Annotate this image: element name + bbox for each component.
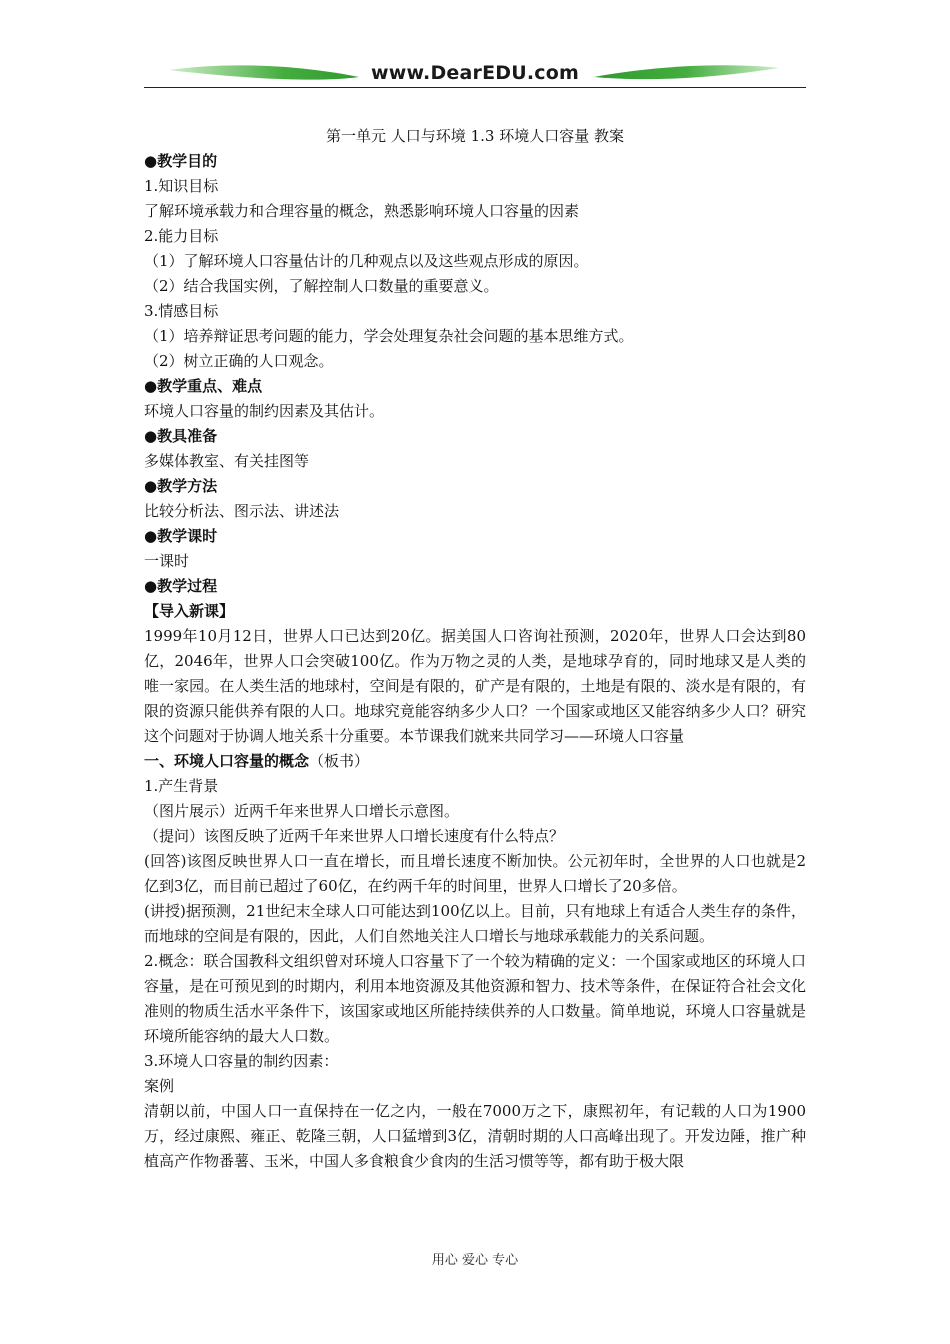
document-title: 第一单元 人口与环境 1.3 环境人口容量 教案 xyxy=(326,127,624,145)
concept-paragraph: 2.概念：联合国教科文组织曾对环境人口容量下了一个较为精确的定义：一个国家或地区的环境人口容量，是在可预见到的时期内，利用本地资源及其他资源和智力、技术等条件，在保证符合社会文化准则的物质生活水平条件下，该国家或地区所能持续供养的人口数量。简单地说，环境人口容量就是环境所能容纳的最大人口数。 xyxy=(144,952,806,1045)
question-line: （提问）该图反映了近两千年来世界人口增长速度有什么特点？ xyxy=(144,827,565,845)
text-line: 3.情感目标 xyxy=(144,302,219,320)
section-heading: ●教学重点、难点 xyxy=(144,377,263,395)
text-line: 了解环境承载力和合理容量的概念，熟悉影响环境人口容量的因素 xyxy=(144,202,580,220)
page-footer: 用心 爱心 专心 xyxy=(431,1253,519,1268)
factors-label: 3.环境人口容量的制约因素： xyxy=(144,1052,339,1070)
lecture-paragraph: (讲授)据预测，21世纪末全球人口可能达到100亿以上。目前，只有地球上有适合人类生存的条件，而地球的空间是有限的，因此，人们自然地关注人口增长与地球承载能力的关系问题。 xyxy=(144,902,806,945)
picture-line: （图片展示）近两千年来世界人口增长示意图。 xyxy=(144,802,460,820)
text-line: 一课时 xyxy=(144,552,190,570)
text-line: （1）培养辩证思考问题的能力，学会处理复杂社会问题的基本思维方式。 xyxy=(144,327,634,345)
section-heading: ●教学方法 xyxy=(144,477,218,495)
section-1-heading: 一、环境人口容量的概念 xyxy=(144,752,310,770)
text-line: （2）结合我国实例，了解控制人口数量的重要意义。 xyxy=(144,277,499,295)
text-line: 多媒体教室、有关挂图等 xyxy=(144,452,310,470)
case-label: 案例 xyxy=(144,1077,175,1095)
site-logo-text: www.DearEDU.com xyxy=(370,62,580,84)
section-heading: 【导入新课】 xyxy=(144,602,235,620)
text-line: （2）树立正确的人口观念。 xyxy=(144,352,334,370)
section-heading: ●教学过程 xyxy=(144,577,218,595)
document-body xyxy=(144,124,806,1174)
text-line: 1.知识目标 xyxy=(144,177,219,195)
text-line: 比较分析法、图示法、讲述法 xyxy=(144,502,340,520)
section-heading: ●教学课时 xyxy=(144,527,218,545)
text-line: 2.能力目标 xyxy=(144,227,219,245)
header-divider xyxy=(144,87,806,88)
objectives-section xyxy=(144,149,806,624)
intro-paragraph: 1999年10月12日，世界人口已达到20亿。据美国人口咨询社预测，2020年，世界人口会达到80亿，2046年，世界人口会突破100亿。作为万物之灵的人类，是地球孕育的，同时地球又是人类的唯一家园。在人类生活的地球村，空间是有限的，矿产是有限的，土地是有限的、淡水是有限的，有限的资源只能供养有限的人口。地球究竟能容纳多少人口？一个国家或地区又能容纳多少人口？研究这个问题对于协调人地关系十分重要。本节课我们就来共同学习——环境人口容量 xyxy=(144,627,806,745)
text-line: （1）了解环境人口容量估计的几种观点以及这些观点形成的原因。 xyxy=(144,252,589,270)
section-heading: ●教学目的 xyxy=(144,152,218,170)
text-line: 环境人口容量的制约因素及其估计。 xyxy=(144,402,385,420)
section-1-heading-row xyxy=(144,749,806,774)
section-heading: ●教具准备 xyxy=(144,427,218,445)
case-paragraph: 清朝以前，中国人口一直保持在一亿之内，一般在7000万之下，康熙初年，有记载的人口为1900万，经过康熙、雍正、乾隆三朝，人口猛增到3亿，清朝时期的人口高峰出现了。开发边陲，推广种植高产作物番薯、玉米，中国人多食粮食少食肉的生活习惯等等，都有助于极大限 xyxy=(144,1102,806,1170)
background-label: 1.产生背景 xyxy=(144,777,219,795)
answer-paragraph: (回答)该图反映世界人口一直在增长，而且增长速度不断加快。公元初年时，全世界的人口也就是2亿到3亿，而目前已超过了60亿，在约两千年的时间里，世界人口增长了20多倍。 xyxy=(144,852,806,895)
section-1-note: （板书） xyxy=(309,752,370,770)
